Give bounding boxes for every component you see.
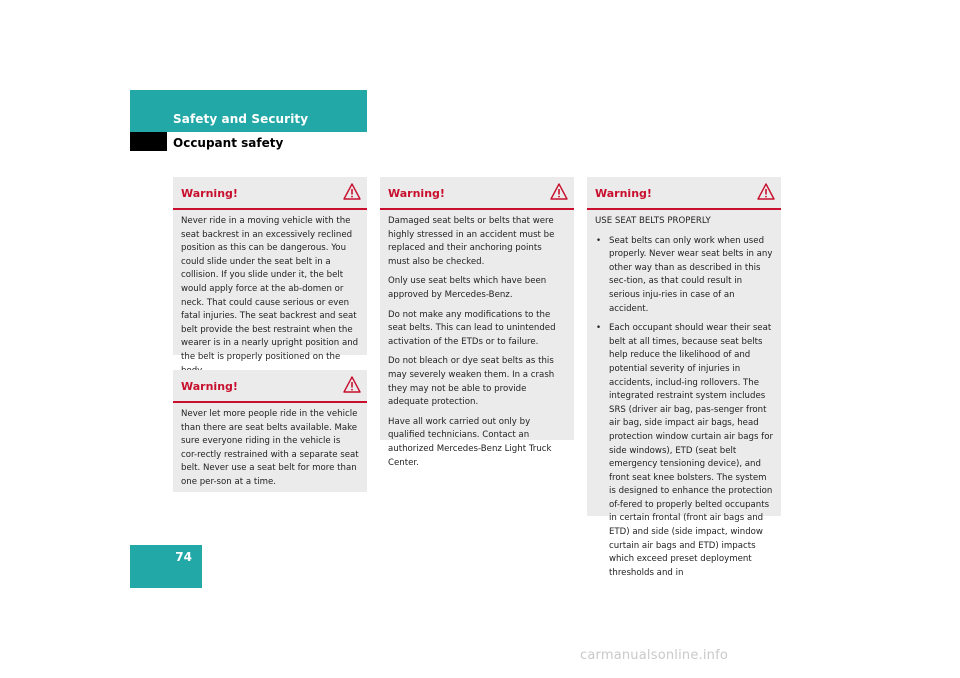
warning-triangle-icon: [757, 183, 775, 200]
warning-header: [587, 177, 781, 210]
warning-text: Do not bleach or dye seat belts as this may severely weaken them. In a crash they may not be able to provide adequate protection.: [388, 356, 555, 408]
subtitle-marker: [130, 132, 167, 151]
warning-triangle-icon: [343, 183, 361, 200]
list-item: [595, 235, 773, 317]
warning-triangle-icon: [550, 183, 568, 200]
warning-box-damaged-belts: [380, 177, 574, 468]
warning-header: [173, 177, 367, 210]
warning-text: Never ride in a moving vehicle with the seat backrest in an excessively reclined position as this can be dangerous. You could slide under the seat belt in a collision. If you slide under it, the belt would apply force at the ab-domen or neck. That could cause serious or even fatal injuries. The seat backrest and seat belt provide the best restraint when the wearer is in a nearly upright position and the belt is properly positioned on the: [181, 216, 359, 362]
warning-text: Never let more people ride in the vehicle than there are seat belts available. Make sure everyone riding in the vehicle is cor-rectly restrained with a separate seat belt. Never use a seat belt for more than one per-son at a time.: [181, 409, 359, 487]
warning-body: [380, 210, 574, 478]
list-item: [595, 322, 773, 580]
section-title: Safety and Security: [173, 112, 309, 126]
warning-text: Have all work carried out only by qualified technicians. Contact an authorized Mercedes-Benz Light Truck Center.: [388, 416, 552, 468]
warning-body: [173, 403, 367, 498]
bullet-icon: •: [596, 323, 602, 334]
page-subtitle: Occupant safety: [173, 136, 284, 150]
bullet-text: Each occupant should wear their seat belt at all times, because seat belts help reduce the likelihood of and potential severity of injuries in accidents, includ-ing rollovers. The integrated restraint system includes SRS (driver air bag, pas-senger front air bag, side impact air bags, head protection window curtain air bags for side windows), ETD (seat belt emergency tensioning device), and front seat knee bolsters. The system is designed to enhance the protection of-fered to properly belted occupants in certain frontal (front air bags and ETD) and side (side impact, window curtain air bags and ETD) impacts which exceed preset deployment thresholds and in: [609, 323, 773, 578]
warning-label: Warning!: [181, 380, 238, 393]
warning-box-reclined-seat: [173, 177, 367, 362]
warning-text: Do not make any modifications to the seat belts. This can lead to unintended activation of the ETDs or to failure.: [388, 309, 556, 347]
warning-header: [173, 370, 367, 403]
warning-intro: USE SEAT BELTS PROPERLY: [595, 216, 711, 226]
bullet-text: Seat belts can only work when used properly. Never wear seat belts in any other way than as described in this sec-tion, as that could result in serious inju-ries in case of an accident.: [609, 235, 773, 314]
warning-triangle-icon: [343, 376, 361, 393]
page-number: 74: [175, 550, 192, 564]
warning-text: Damaged seat belts or belts that were highly stressed in an accident must be replaced and their anchoring points must also be checked.: [388, 216, 555, 267]
warning-body: [173, 210, 367, 386]
page-number-box: [130, 545, 202, 588]
watermark-text: carmanualsonline.info: [580, 648, 729, 663]
warning-box-seat-belt-count: [173, 370, 367, 492]
warning-box-use-seat-belts: [587, 177, 781, 578]
warning-label: Warning!: [595, 187, 652, 200]
warning-body: [587, 210, 781, 588]
warning-label: Warning!: [181, 187, 238, 200]
warning-bullet-list: [595, 235, 773, 581]
warning-text: Only use seat belts which have been approved by Mercedes-Benz.: [388, 276, 547, 300]
bullet-icon: •: [596, 235, 602, 246]
warning-label: Warning!: [388, 187, 445, 200]
warning-header: [380, 177, 574, 210]
